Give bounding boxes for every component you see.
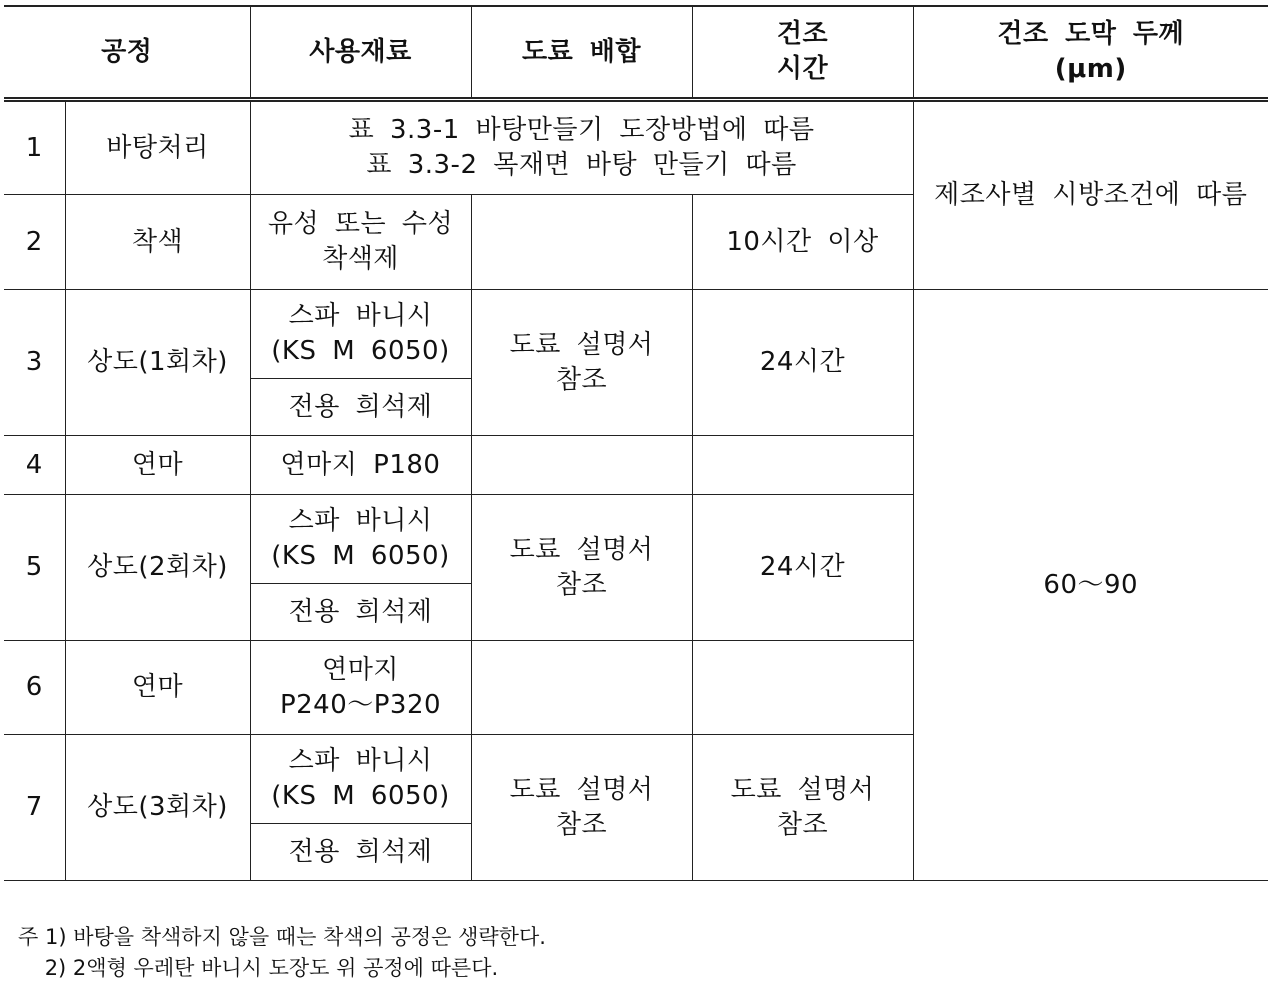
material-line2: (KS M 6050) [271, 336, 450, 366]
table-row [4, 290, 1268, 379]
process-name: 연마 [65, 641, 250, 735]
header-dry-time [692, 6, 913, 100]
thinner-cell: 전용 희석제 [250, 584, 471, 641]
process-name: 상도(3회차) [65, 735, 250, 881]
header-dry-time-line1: 건조 [776, 19, 829, 49]
dry-time-cell: 10시간 이상 [692, 195, 913, 290]
material-line2: (KS M 6050) [271, 541, 450, 571]
table-row [4, 100, 1268, 195]
header-dry-time-line2: 시간 [776, 54, 829, 84]
process-name: 상도(2회차) [65, 495, 250, 641]
dry-time-cell [692, 735, 913, 881]
mix-cell [471, 290, 692, 436]
row-number: 2 [4, 195, 65, 290]
dry-time-cell [692, 641, 913, 735]
row-number: 7 [4, 735, 65, 881]
header-material: 사용재료 [250, 6, 471, 100]
thickness-lower: 60～90 [913, 290, 1268, 881]
footnote-2: 2) 2액형 우레탄 바니시 도장도 위 공정에 따른다. [18, 956, 499, 980]
mix-cell [471, 195, 692, 290]
row-number: 5 [4, 495, 65, 641]
material-line2: 착색제 [322, 244, 399, 274]
row-number: 4 [4, 436, 65, 495]
row-number: 6 [4, 641, 65, 735]
mix-line2: 참조 [555, 809, 608, 840]
header-thickness-line2: (μm) [1054, 54, 1127, 84]
dry-time-cell: 24시간 [692, 290, 913, 436]
process-name: 연마 [65, 436, 250, 495]
material-line1: 스파 바니시 [288, 746, 433, 776]
mix-cell [471, 641, 692, 735]
material-line1: 스파 바니시 [288, 506, 433, 536]
material-cell [250, 735, 471, 824]
mix-cell [471, 495, 692, 641]
material-line2: (KS M 6050) [271, 781, 450, 811]
method-line2: 표 3.3-2 목재면 바탕 만들기 따름 [366, 150, 797, 180]
mix-cell [471, 436, 692, 495]
material-cell [250, 195, 471, 290]
dry-time-cell [692, 436, 913, 495]
mix-line1: 도료 설명서 [509, 329, 654, 360]
material-cell [250, 290, 471, 379]
footnote-1: 주 1) 바탕을 착색하지 않을 때는 착색의 공정은 생략한다. [18, 925, 546, 949]
painting-spec-table [4, 5, 1268, 881]
dry-line2: 참조 [776, 809, 829, 840]
header-row [4, 6, 1268, 100]
row-number: 3 [4, 290, 65, 436]
material-cell [250, 495, 471, 584]
material-line1: 유성 또는 수성 [267, 209, 454, 239]
mix-line1: 도료 설명서 [509, 534, 654, 565]
thickness-upper: 제조사별 시방조건에 따름 [913, 100, 1268, 290]
method-line1: 표 3.3-1 바탕만들기 도장방법에 따름 [348, 115, 815, 145]
mix-line2: 참조 [555, 569, 608, 600]
footnotes [18, 922, 546, 984]
material-cell: 연마지 P180 [250, 436, 471, 495]
process-name: 상도(1회차) [65, 290, 250, 436]
material-line2: P240～P320 [279, 689, 442, 720]
spanned-method-cell [250, 100, 913, 195]
dry-time-cell: 24시간 [692, 495, 913, 641]
header-mix: 도료 배합 [471, 6, 692, 100]
process-name: 착색 [65, 195, 250, 290]
material-line1: 연마지 [322, 654, 399, 685]
material-line1: 스파 바니시 [288, 301, 433, 331]
thinner-cell: 전용 희석제 [250, 824, 471, 881]
header-process: 공정 [4, 6, 250, 100]
header-thickness [913, 6, 1268, 100]
row-number: 1 [4, 100, 65, 195]
mix-line2: 참조 [555, 364, 608, 395]
header-thickness-line1: 건조 도막 두께 [997, 19, 1185, 49]
dry-line1: 도료 설명서 [730, 774, 875, 805]
mix-cell [471, 735, 692, 881]
mix-line1: 도료 설명서 [509, 774, 654, 805]
process-name: 바탕처리 [65, 100, 250, 195]
material-cell [250, 641, 471, 735]
thinner-cell: 전용 희석제 [250, 379, 471, 436]
